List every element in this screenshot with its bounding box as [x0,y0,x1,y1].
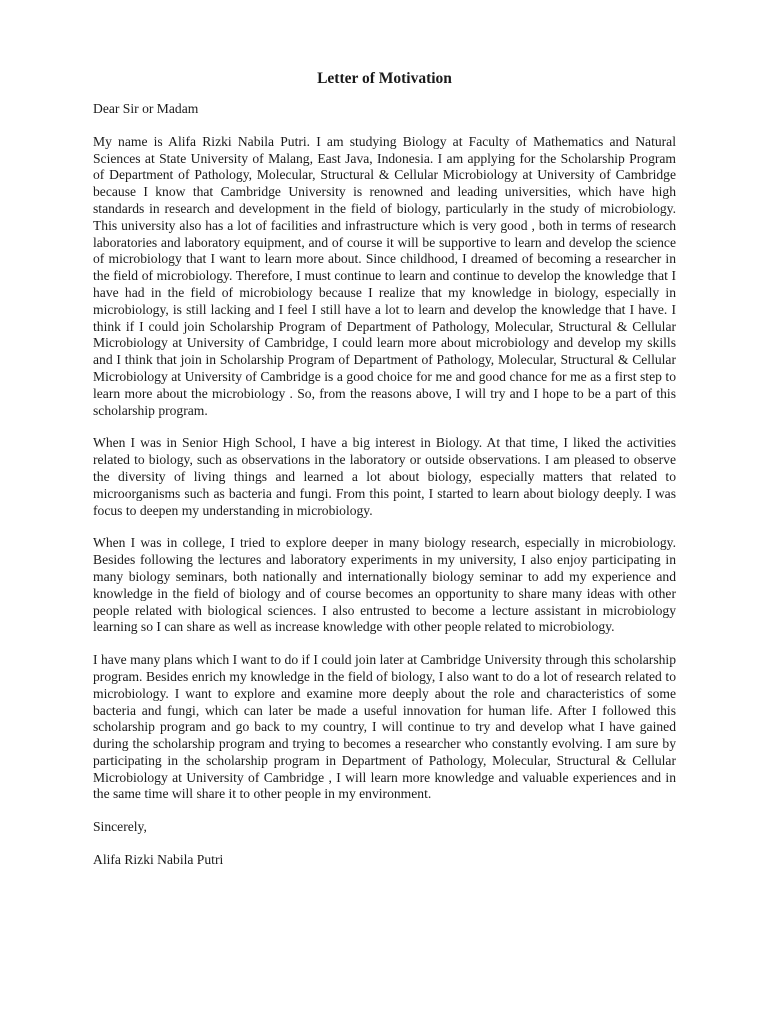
paragraph-plans: I have many plans which I want to do if I could join later at Cambridge University through this scholarship program. Besides enrich my knowledge in the field of biology, I also want to do a lot of research related to microbiology. I want to explore and examine more deeply about the role and characteristics of some bacteria and fungi, which can later be made a useful innovation for human life. After I followed this scholarship program and go back to my country, I will continue to try and develop what I have gained during the scholarship program and trying to becomes a researcher who constantly evolving. I am sure by participating in the scholarship program in Department of Pathology, Molecular, Structural & Cellular Microbiology at University of Cambridge , I will learn more knowledge and valuable experiences and in the same time will share it to other people in my environment. [93,652,676,802]
letter-title: Letter of Motivation [317,70,452,87]
paragraph-introduction: My name is Alifa Rizki Nabila Putri. I am studying Biology at Faculty of Mathematics and Natural Sciences at State University of Malang, East Java, Indonesia. I am applying for the Scholarship Program of Department of Pathology, Molecular, Structural & Cellular Microbiology at University of Cambridge because I know that Cambridge University is renowned and leading universities, which have high standards in research and development in the field of biology, particularly in the study of microbiology. This university also has a lot of facilities and infrastructure which is very good , both in terms of research laboratories and laboratory equipment, and of course it will be supportive to learn and develop the science of microbiology that I want to learn more about. Since childhood, I dreamed of becoming a researcher in the field of microbiology. Therefore, I must continue to learn and continue to develop the knowledge that I have had in the field of microbiology because I realize that my knowledge in biology, especially in microbiology, is still lacking and I feel I still have a lot to learn and develop the knowledge that I have. I think if I could join Scholarship Program of Department of Pathology, Molecular, Structural & Cellular Microbiology at University of Cambridge, I could learn more about microbiology and develop my skills and I think that join in Scholarship Program of Department of Pathology, Molecular, Structural & Cellular Microbiology at University of Cambridge is a good choice for me and good chance for me as a first step to learn more about the microbiology . So, from the reasons above, I will try and I hope to be a part of this scholarship program. [93,133,676,418]
closing: Sincerely, [93,819,147,835]
letter-body [93,70,676,869]
signature-name: Alifa Rizki Nabila Putri [93,852,224,868]
paragraph-college: When I was in college, I tried to explore deeper in many biology research, especially in microbiology. Besides following the lectures and laboratory experiments in my university, I also enjoy participating in many biology seminars, both nationally and internationally biology seminar to add my experience and knowledge in the field of biology and of course becomes an opportunity to share many ideas with other people related with biological sciences. I also entrusted to become a lecture assistant in microbiology learning so I can share as well as increase knowledge with other people related to microbiology. [93,535,676,635]
salutation: Dear Sir or Madam [93,101,199,116]
paragraph-high-school: When I was in Senior High School, I have a big interest in Biology. At that time, I liked the activities related to biology, such as observations in the laboratory or outside observations. I am pleased to observe the diversity of living things and learned a lot about biology, especially matters that related to microorganisms such as bacteria and fungi. From this point, I started to learn about biology deeply. I was focus to deepen my understanding in microbiology. [93,435,676,518]
